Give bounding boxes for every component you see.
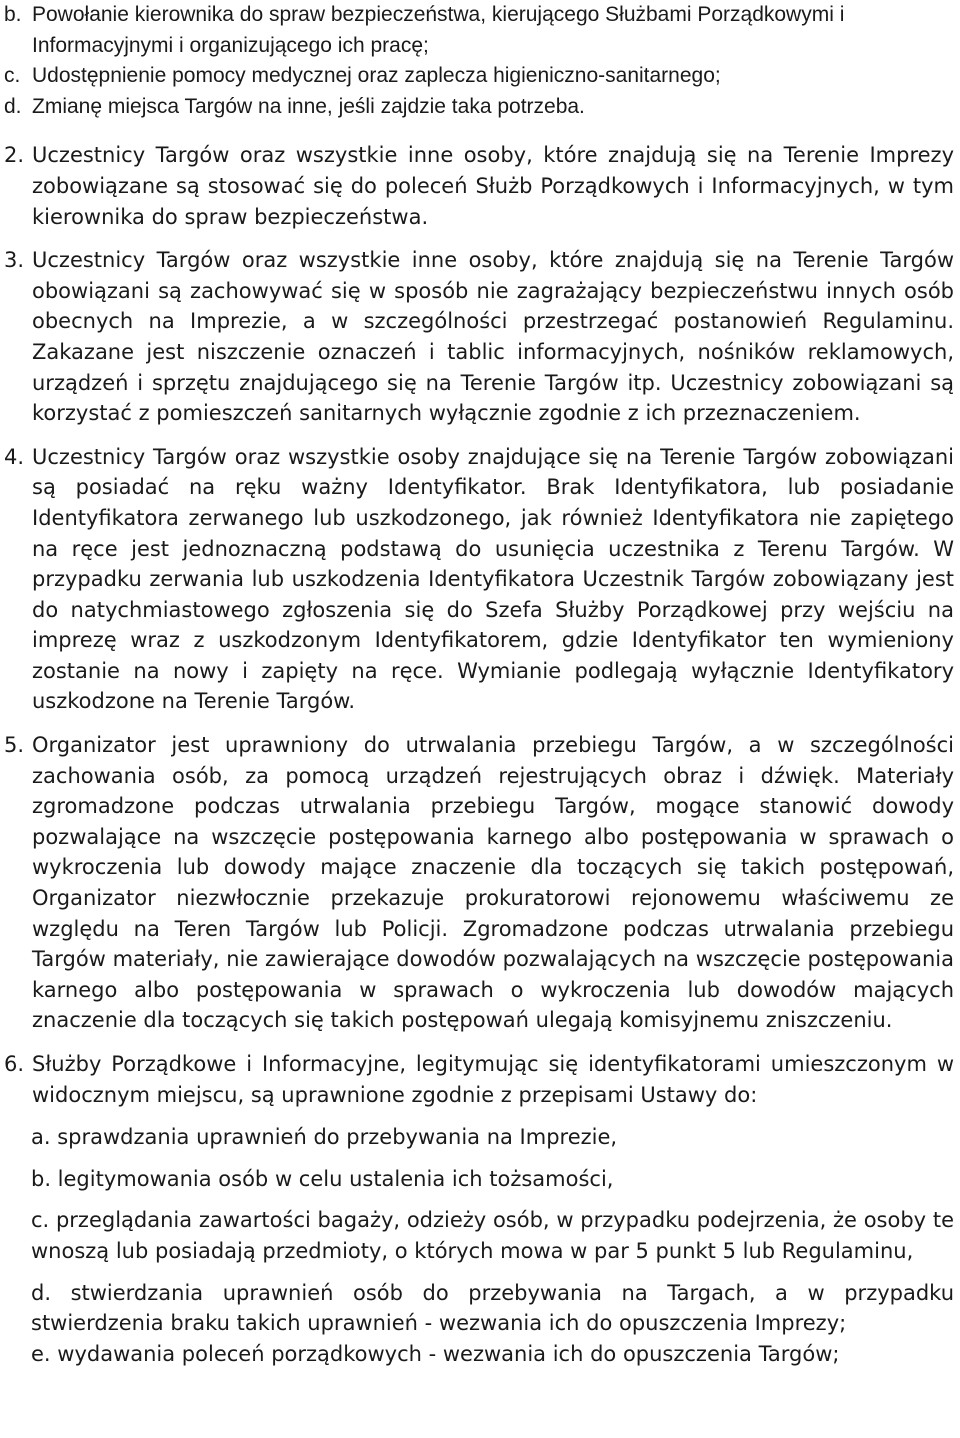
list-item: a. sprawdzania uprawnień do przebywania na Imprezie, bbox=[31, 1125, 618, 1150]
list-item: d. stwierdzania uprawnień osób do przebywania na Targach, a w przypadku stwierdzenia braku takich uprawnień - wezwania ich do opuszczenia Imprezy; bbox=[31, 1280, 954, 1336]
list-item bbox=[4, 92, 954, 123]
section-3 bbox=[4, 245, 954, 429]
list-item bbox=[4, 0, 954, 61]
top-list bbox=[4, 0, 954, 122]
list-marker: d. bbox=[4, 94, 22, 118]
section-number: 2. bbox=[4, 143, 25, 168]
section-2 bbox=[4, 140, 954, 232]
section-4 bbox=[4, 442, 954, 717]
list-item-text: Powołanie kierownika do spraw bezpieczeństwa, kierującego Służbami Porządkowymi i Informacyjnymi i organizującego ich pracę; bbox=[32, 3, 845, 57]
list-item-text: Zmianę miejsca Targów na inne, jeśli zajdzie taka potrzeba. bbox=[32, 94, 585, 118]
list-item: c. przeglądania zawartości bagaży, odzieży osób, w przypadku podejrzenia, że osoby te wnoszą lub posiadają przedmioty, o których mowa w par 5 punkt 5 lub Regulaminu, bbox=[31, 1208, 954, 1263]
numbered-sections bbox=[4, 140, 954, 1110]
list-item: e. wydawania poleceń porządkowych - wezwania ich do opuszczenia Targów; bbox=[31, 1341, 840, 1366]
section-text: Uczestnicy Targów oraz wszystkie inne osoby, które znajdują się na Terenie Imprezy zobowiązane są stosować się do poleceń Służb Porządkowych i Informacyjnych, w tym kierownika do spraw bezpieczeństwa. bbox=[32, 143, 954, 229]
section-number: 5. bbox=[4, 733, 25, 758]
section-text: Uczestnicy Targów oraz wszystkie inne osoby, które znajdują się na Terenie Targów obowiązani są zachowywać się w sposób nie zagrażający bezpieczeństwu innych osób obecnych na Imprezie, a w szczególności przestrzegać postanowień Regulaminu. Zakazane jest niszczenie oznaczeń i tablic informacyjnych, nośników reklamowych, urządzeń i sprzętu znajdującego się na Terenie Targów itp. Uczestnicy zobowiązani są korzystać z pomieszczeń sanitarnych wyłącznie zgodnie z ich przeznaczeniem. bbox=[32, 248, 954, 426]
section-text: Organizator jest uprawniony do utrwalania przebiegu Targów, a w szczególności zachowania osób, za pomocą urządzeń rejestrujących obraz i dźwięk. Materiały zgromadzone podczas utrwalania przebiegu Targów, mogące stanowić dowody pozwalające na wszczęcie postępowania karnego albo postępowania w sprawach o wykroczenia lub dowody mające znaczenie dla toczących się takich postępowań, Organizator niezwłocznie przekazuje prokuratorowi rejonowemu właściwemu ze względu na Teren Targów lub Policji. Zgromadzone podczas utrwalania przebiegu Targów materiały, nie zawierające dowodów pozwalających na wszczęcie postępowania karnego albo postępowania w sprawach o wykroczenia lub dowodów mających znaczenie dla toczących się takich postępowań ulegają komisyjnemu zniszczeniu. bbox=[32, 733, 954, 1033]
list-marker: c. bbox=[4, 64, 21, 88]
section-number: 3. bbox=[4, 248, 25, 273]
section-number: 6. bbox=[4, 1052, 25, 1076]
section-5 bbox=[4, 730, 954, 1036]
list-item bbox=[4, 61, 954, 92]
list-marker: b. bbox=[4, 3, 22, 26]
section-number: 4. bbox=[4, 444, 25, 469]
section-6-sublist bbox=[4, 1122, 954, 1369]
list-item-text: Udostępnienie pomocy medycznej oraz zaplecza higieniczno-sanitarnego; bbox=[32, 64, 721, 88]
section-6 bbox=[4, 1049, 954, 1110]
list-item: b. legitymowania osób w celu ustalenia ich tożsamości, bbox=[31, 1166, 614, 1191]
section-text: Uczestnicy Targów oraz wszystkie osoby znajdujące się na Terenie Targów zobowiązani są posiadać na ręku ważny Identyfikator. Brak Identyfikatora, lub posiadanie Identyfikatora zerwanego lub uszkodzonego, jak również Identyfikatora nie zapiętego na ręce jest jednoznaczną podstawą do usunięcia uczestnika z Terenu Targów. W przypadku zerwania lub uszkodzenia Identyfikatora Uczestnik Targów zobowiązany jest do natychmiastowego zgłoszenia się do Szefa Służby Porządkowej przy wejściu na imprezę wraz z uszkodzonym Identyfikatorem, gdzie Identyfikator ten wymieniony zostanie na nowy i zapięty na ręce. Wymianie podlegają wyłącznie Identyfikatory uszkodzone na Terenie Targów. bbox=[32, 444, 954, 714]
section-text: Służby Porządkowe i Informacyjne, legitymując się identyfikatorami umieszczonym w widocznym miejscu, są uprawnione zgodnie z przepisami Ustawy do: bbox=[32, 1052, 954, 1107]
